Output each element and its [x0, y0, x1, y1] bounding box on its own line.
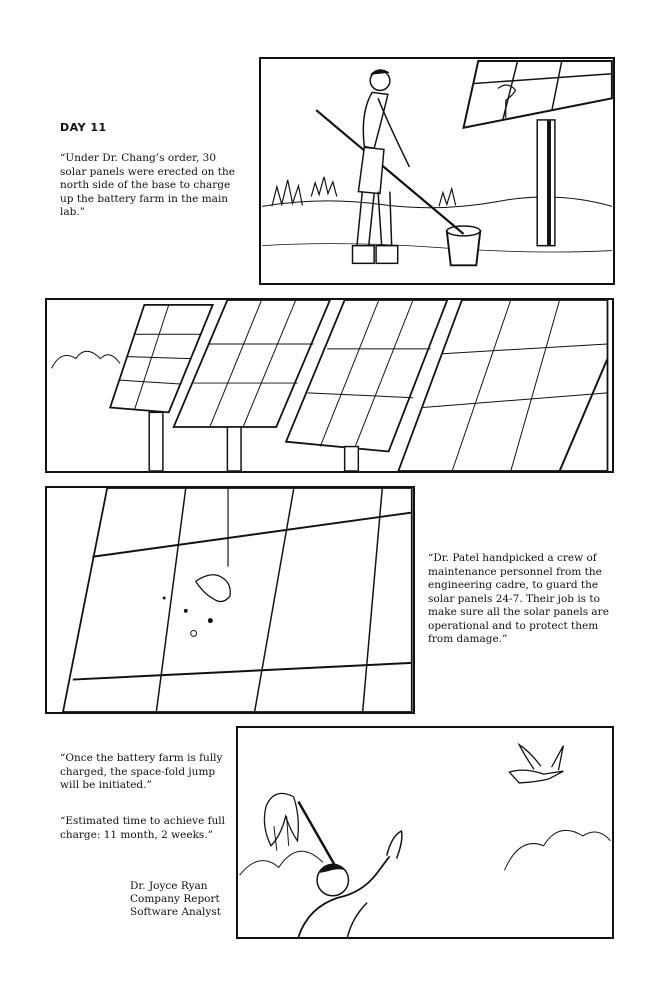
panel-1-illustration	[261, 59, 613, 283]
caption-battery-text: “Once the battery farm is fully charged, the space-fold jump will be initiated.”	[60, 752, 223, 791]
panel-3-panel-closeup	[45, 486, 415, 714]
caption-order	[60, 152, 238, 220]
signature-line3: Software Analyst	[130, 906, 221, 918]
panel-2-illustration	[47, 300, 612, 471]
caption-crew	[428, 552, 618, 647]
day-label: DAY 11	[60, 121, 107, 134]
signature-name: Dr. Joyce Ryan	[130, 880, 208, 892]
caption-estimate	[60, 815, 235, 842]
caption-crew-text: “Dr. Patel handpicked a crew of maintenance personnel from the engineering cadre, to guard the solar panels 24-7. Their job is to make sure all the solar panels are operational and to protect them from damage.”	[428, 552, 609, 645]
panel-4-illustration	[238, 728, 612, 937]
panel-3-illustration	[47, 488, 413, 712]
caption-order-text: “Under Dr. Chang’s order, 30 solar panels were erected on the north side of the base to charge up the battery farm in the main lab.”	[60, 152, 235, 218]
caption-battery	[60, 752, 235, 793]
panel-1-man-mopping	[259, 57, 615, 285]
caption-estimate-text: “Estimated time to achieve full charge: 11 month, 2 weeks.”	[60, 815, 225, 841]
signature-block	[130, 880, 221, 919]
panel-4-man-and-bird	[236, 726, 614, 939]
signature-line2: Company Report	[130, 893, 220, 905]
panel-2-solar-array	[45, 298, 614, 473]
